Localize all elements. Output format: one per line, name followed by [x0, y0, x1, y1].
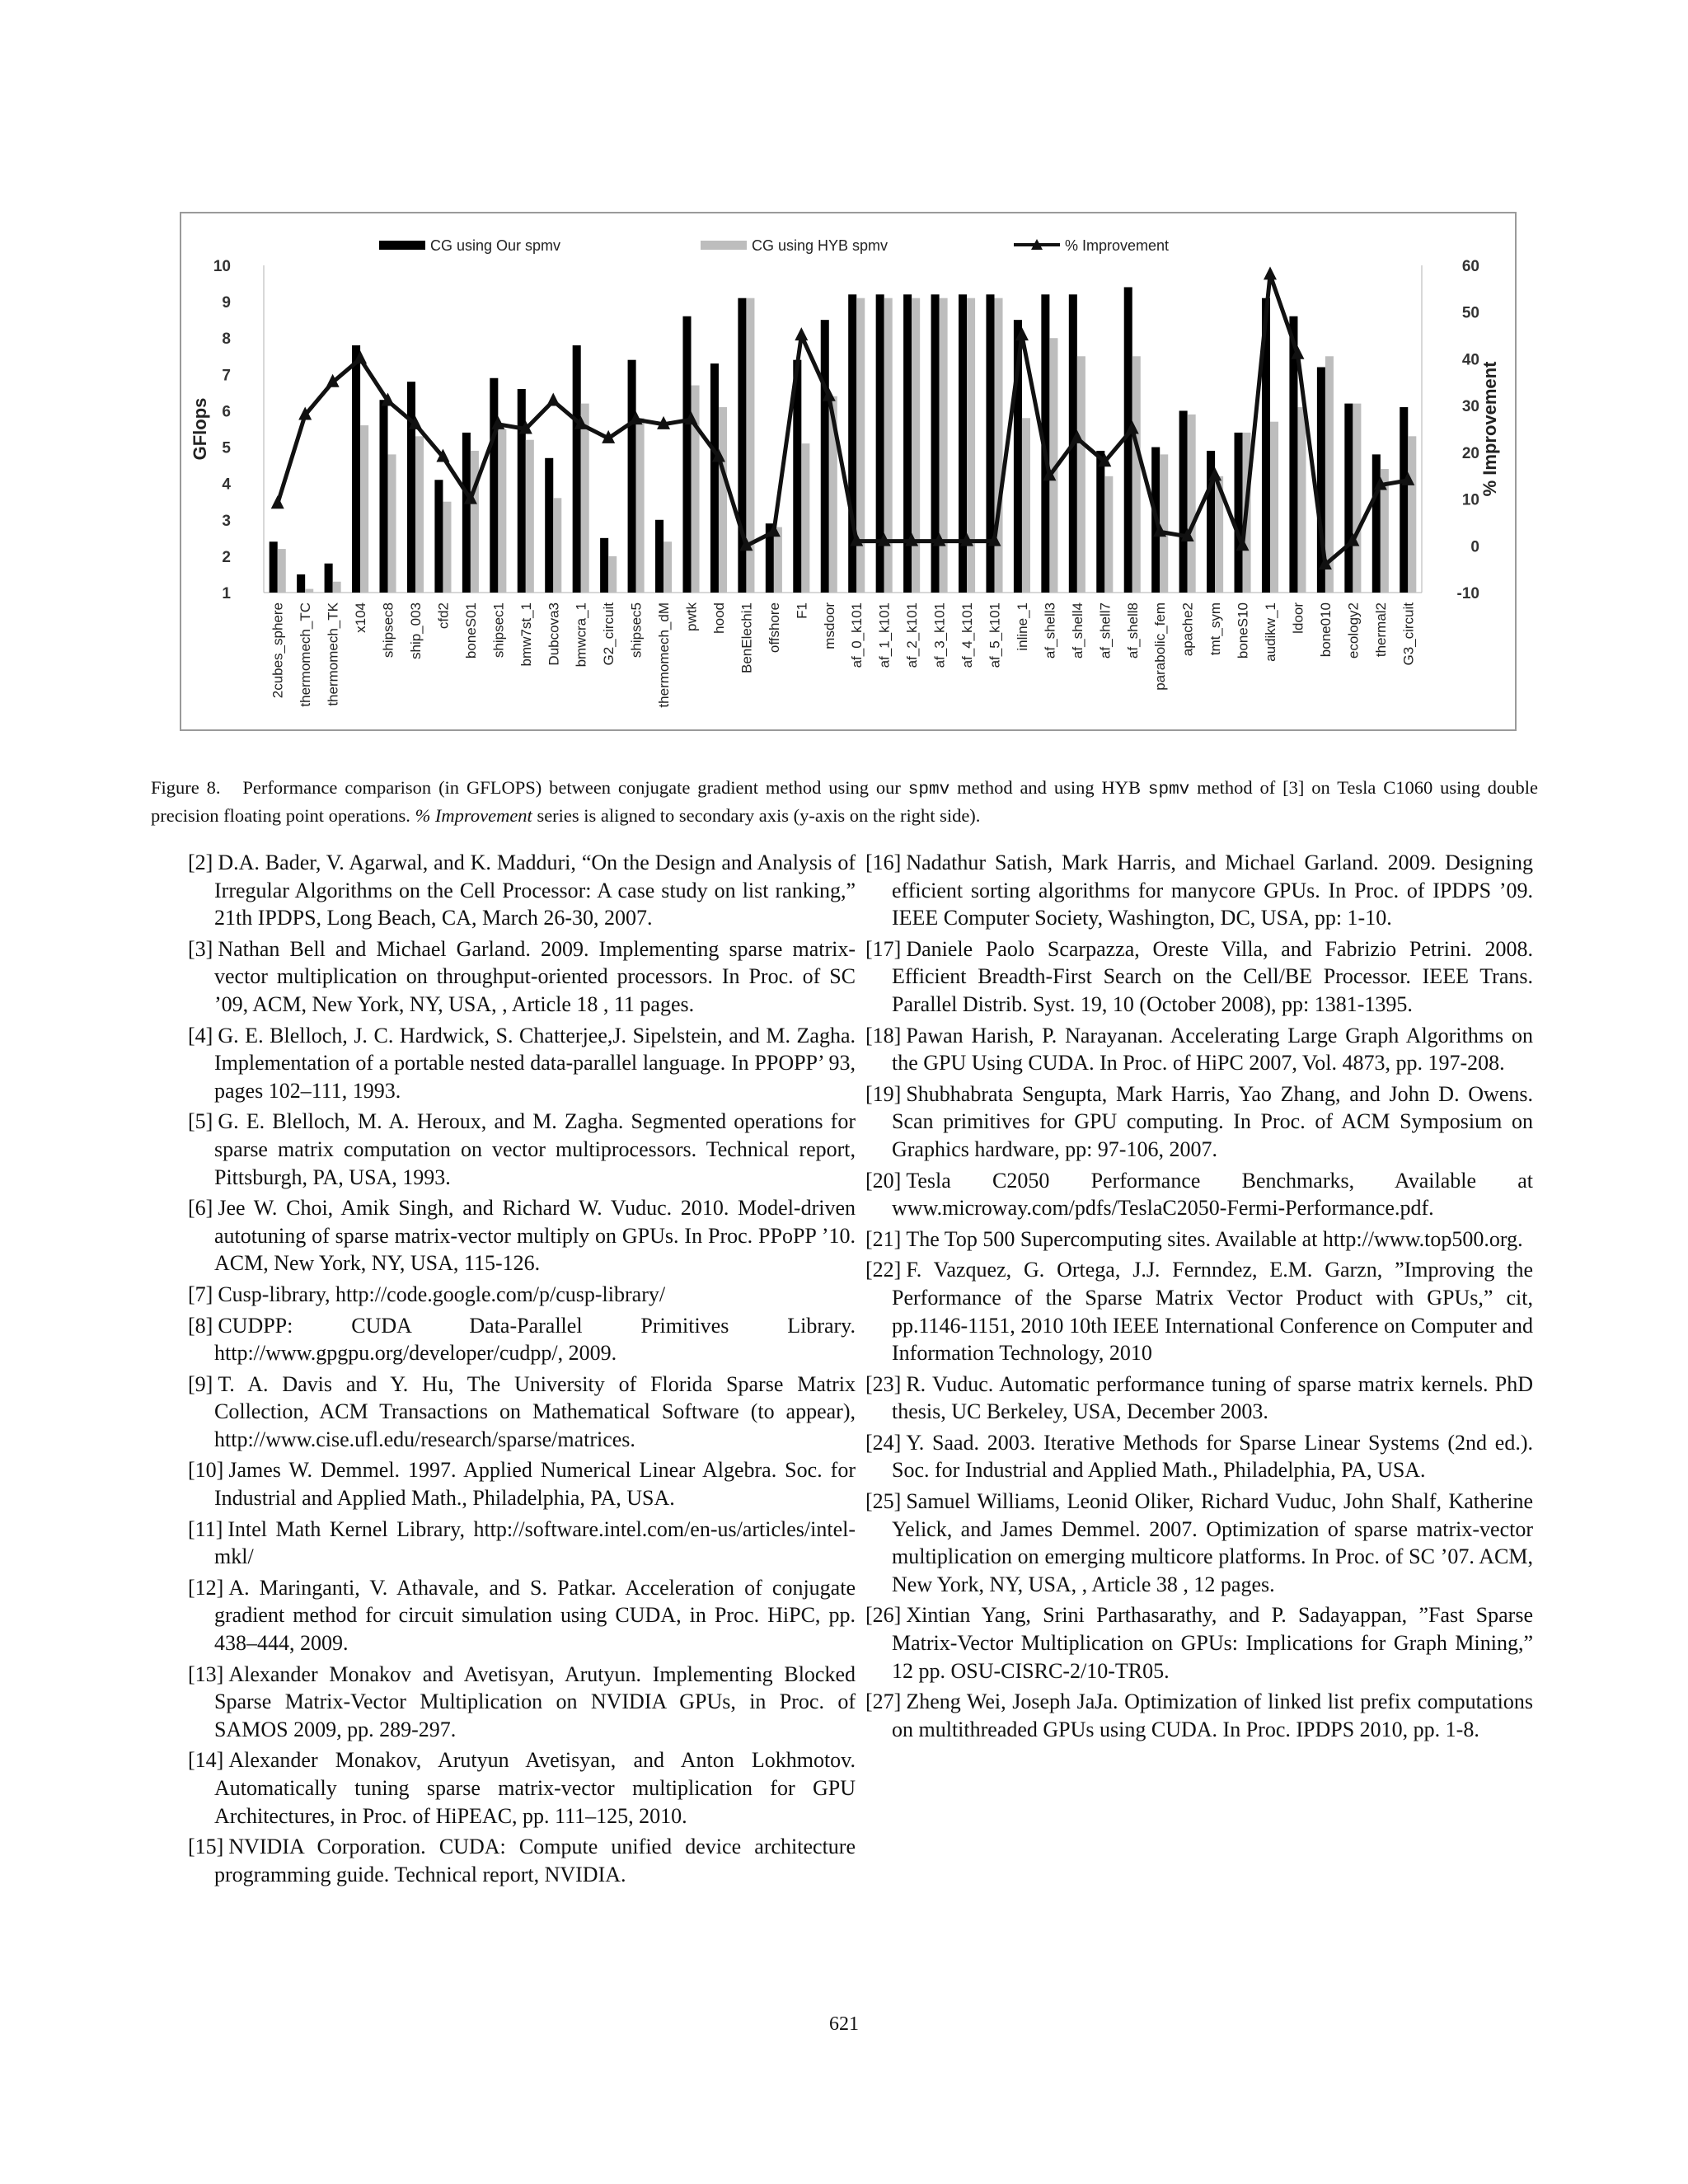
reference-item	[188, 1312, 856, 1367]
reference-text: Nadathur Satish, Mark Harris, and Michael Garland. 2009. Designing efficient sorting algorithms for manycore GPUs. In Proc. of IPDPS ’09. IEEE Computer Society, Washington, DC, USA, pp: 1-10.	[892, 851, 1533, 930]
reference-number: [6]	[188, 1196, 213, 1221]
reference-number: [27]	[865, 1690, 902, 1714]
caption-code-1: spmv	[907, 780, 950, 799]
bar-hyb-spmv	[360, 425, 368, 593]
reference-number: [5]	[188, 1109, 213, 1134]
reference-number: [9]	[188, 1371, 213, 1396]
bar-hyb-spmv	[1077, 356, 1085, 593]
legend-label: CG using HYB spmv	[752, 237, 889, 254]
bar-hyb-spmv	[443, 502, 451, 593]
reference-item	[865, 1601, 1533, 1685]
y2-tick-label: 20	[1461, 444, 1479, 462]
reference-item	[865, 1167, 1533, 1222]
reference-item	[188, 935, 856, 1019]
bar-hyb-spmv	[471, 451, 479, 593]
bar-hyb-spmv	[1022, 418, 1030, 593]
reference-number: [7]	[188, 1282, 213, 1306]
bar-hyb-spmv	[636, 418, 645, 593]
reference-number: [24]	[865, 1430, 902, 1455]
y2-tick-label: -10	[1456, 585, 1479, 602]
reference-item	[865, 1488, 1533, 1598]
bar-our-spmv	[1179, 410, 1188, 593]
caption-text-3: method of [3] on Tesla C1060 using double precision floating point operations.	[151, 777, 1539, 826]
bar-hyb-spmv	[1188, 415, 1196, 593]
bar-our-spmv	[490, 378, 498, 593]
y-tick-label: 9	[222, 294, 231, 312]
reference-number: [22]	[865, 1258, 902, 1282]
reference-text: Shubhabrata Sengupta, Mark Harris, Yao Zhang, and John D. Owens. Scan primitives for GPU computing. In Proc. of ACM Symposium on Graphics hardware, pp: 97-106, 2007.	[892, 1081, 1533, 1161]
x-tick-label: bone010	[1317, 602, 1334, 658]
reference-text: T. A. Davis and Y. Hu, The University of Florida Sparse Matrix Collection, ACM Transactions on Mathematical Software (to appear), http://www.cise.ufl.edu/research/sparse/matrices.	[214, 1371, 856, 1451]
reference-item	[188, 1574, 856, 1657]
bar-hyb-spmv	[774, 527, 782, 593]
reference-text: Cusp-library, http://code.google.com/p/cusp-library/	[218, 1282, 666, 1306]
x-tick-label: shipsec8	[380, 602, 396, 658]
reference-number: [15]	[188, 1835, 224, 1859]
y2-tick-label: 50	[1461, 304, 1479, 322]
x-tick-label: F1	[794, 602, 810, 619]
caption-text-2: method and using HYB	[957, 777, 1141, 798]
reference-text: Zheng Wei, Joseph JaJa. Optimization of linked list prefix computations on multithreaded GPUs using CUDA. In Proc. IPDPS 2010, pp. 1-8.	[892, 1690, 1533, 1741]
reference-item	[865, 1080, 1533, 1164]
reference-item	[188, 849, 856, 932]
x-tick-label: G3_circuit	[1400, 602, 1417, 666]
bar-our-spmv	[325, 564, 333, 593]
y-tick-label: 4	[222, 476, 231, 494]
y-tick-label: 10	[213, 258, 231, 275]
y-tick-label: 7	[222, 367, 231, 385]
reference-text: Samuel Williams, Leonid Oliker, Richard Vuduc, John Shalf, Katherine Yelick, and James Demmel. 2007. Optimization of sparse matrix-vector multiplication on emerging multicore platforms. In Proc. of SC ’07. ACM, New York, NY, USA, , Article 38 , 12 pages.	[892, 1489, 1533, 1596]
legend-swatch	[701, 241, 747, 250]
figure-caption	[151, 775, 1538, 828]
bar-hyb-spmv	[581, 404, 589, 593]
bar-hyb-spmv	[801, 443, 809, 593]
x-tick-label: af_shell3	[1042, 602, 1058, 659]
reference-number: [4]	[188, 1023, 213, 1047]
bar-hyb-spmv	[498, 429, 506, 593]
reference-number: [17]	[865, 936, 902, 961]
x-tick-label: cfd2	[435, 602, 452, 630]
reference-item	[865, 935, 1533, 1019]
reference-text: Alexander Monakov and Avetisyan, Arutyun. Implementing Blocked Sparse Matrix-Vector Multiplication on NVIDIA GPUs, in Proc. of SAMOS 2009, pp. 289-297.	[214, 1661, 856, 1741]
x-tick-label: thermomech_TK	[325, 602, 341, 706]
bar-hyb-spmv	[940, 298, 948, 593]
bar-our-spmv	[1235, 433, 1243, 593]
bar-hyb-spmv	[278, 549, 286, 593]
x-tick-label: af_1_k101	[876, 602, 893, 668]
reference-text: CUDPP: CUDA Data-Parallel Primitives Library. http://www.gpgpu.org/developer/cudpp/, 2009.	[214, 1313, 856, 1366]
legend-label: % Improvement	[1065, 237, 1170, 254]
x-tick-label: boneS01	[462, 602, 479, 659]
reference-text: Y. Saad. 2003. Iterative Methods for Sparse Linear Systems (2nd ed.). Soc. for Industrial and Applied Math., Philadelphia, PA, USA.	[892, 1430, 1533, 1483]
x-tick-label: BenElechi1	[738, 602, 755, 674]
x-tick-label: thermomech_TC	[298, 602, 314, 707]
bar-hyb-spmv	[967, 298, 975, 593]
x-tick-label: bmwcra_1	[573, 602, 589, 668]
reference-text: Pawan Harish, P. Narayanan. Accelerating Large Graph Algorithms on the GPU Using CUDA. In Proc. of HiPC 2007, Vol. 4873, pp. 197-208.	[892, 1023, 1533, 1076]
x-tick-label: af_0_k101	[849, 602, 865, 668]
bar-hyb-spmv	[553, 498, 561, 593]
figure-label: Figure 8.	[151, 777, 221, 798]
reference-number: [20]	[865, 1168, 902, 1193]
improvement-marker	[546, 392, 560, 405]
y2-tick-label: 30	[1461, 398, 1479, 416]
reference-number: [13]	[188, 1661, 224, 1686]
improvement-marker	[795, 327, 808, 340]
bar-our-spmv	[407, 382, 415, 593]
bar-our-spmv	[1096, 451, 1104, 593]
bar-hyb-spmv	[388, 454, 396, 593]
y2-tick-label: 60	[1461, 258, 1479, 275]
reference-item	[865, 1022, 1533, 1077]
reference-number: [26]	[865, 1603, 902, 1628]
reference-text: Xintian Yang, Srini Parthasarathy, and P. Sadayappan, ”Fast Sparse Matrix-Vector Multiplication on GPUs: Implications for Graph Mining,” 12 pp. OSU-CISRC-2/10-TR05.	[892, 1603, 1533, 1683]
x-tick-label: af_5_k101	[987, 602, 1003, 668]
reference-number: [10]	[188, 1458, 224, 1483]
x-tick-label: af_2_k101	[904, 602, 921, 668]
reference-text: A. Maringanti, V. Athavale, and S. Patkar. Acceleration of conjugate gradient method for circuit simulation using CUDA, in Proc. HiPC, pp. 438–444, 2009.	[214, 1575, 856, 1656]
reference-item	[188, 1456, 856, 1511]
x-tick-label: msdoor	[821, 602, 837, 649]
x-tick-label: ldoor	[1290, 602, 1306, 634]
bar-our-spmv	[848, 294, 856, 593]
reference-number: [3]	[188, 936, 213, 961]
reference-number: [11]	[188, 1516, 223, 1541]
bar-hyb-spmv	[305, 589, 313, 593]
x-tick-label: parabolic_fem	[1152, 602, 1169, 691]
x-tick-label: shipsec5	[628, 602, 645, 658]
bar-hyb-spmv	[884, 298, 893, 593]
reference-item	[188, 1833, 856, 1888]
bar-our-spmv	[986, 294, 994, 593]
x-tick-label: hood	[710, 602, 727, 634]
page-number: 621	[829, 2013, 859, 2035]
reference-text: Nathan Bell and Michael Garland. 2009. Implementing sparse matrix-vector multiplication on throughput-oriented processors. In Proc. of SC ’09, ACM, New York, NY, USA, , Article 18 , 11 pages.	[214, 936, 856, 1016]
bar-our-spmv	[931, 294, 940, 593]
bar-our-spmv	[297, 574, 305, 593]
bar-hyb-spmv	[333, 582, 341, 593]
x-tick-label: ecology2	[1345, 602, 1362, 659]
x-tick-label: thermomech_dM	[656, 602, 673, 708]
reference-text: G. E. Blelloch, J. C. Hardwick, S. Chatterjee,J. Sipelstein, and M. Zagha. Implementation of a portable nested data-parallel language. In PPOPP’ 93, pages 102–111, 1993.	[214, 1023, 856, 1103]
bar-our-spmv	[821, 320, 829, 593]
reference-text: The Top 500 Supercomputing sites. Available at http://www.top500.org.	[906, 1226, 1523, 1251]
y2-tick-label: 10	[1461, 491, 1479, 509]
reference-item	[865, 1371, 1533, 1426]
bar-our-spmv	[710, 363, 719, 593]
bar-our-spmv	[434, 480, 443, 593]
bar-hyb-spmv	[1132, 356, 1141, 593]
bar-our-spmv	[1344, 404, 1353, 593]
bar-our-spmv	[876, 294, 884, 593]
bar-hyb-spmv	[1104, 476, 1113, 593]
caption-emphasis: % Improvement	[415, 805, 532, 826]
legend-swatch	[379, 241, 425, 250]
bar-our-spmv	[628, 360, 636, 593]
bar-hyb-spmv	[415, 436, 424, 593]
y2-tick-label: 0	[1470, 538, 1479, 556]
reference-item	[865, 1226, 1533, 1254]
references-right-column	[865, 849, 1533, 1746]
reference-text: D.A. Bader, V. Agarwal, and K. Madduri, “On the Design and Analysis of Irregular Algorithms on the Cell Processor: A case study on list ranking,” 21th IPDPS, Long Beach, CA, March 26-30, 2007.	[214, 851, 856, 930]
bar-hyb-spmv	[719, 407, 727, 593]
bar-hyb-spmv	[1408, 436, 1416, 593]
bar-hyb-spmv	[663, 541, 672, 593]
x-tick-label: pwtk	[683, 602, 700, 631]
bar-our-spmv	[600, 538, 608, 593]
x-tick-label: thermal2	[1372, 602, 1389, 658]
x-tick-label: apache2	[1179, 602, 1196, 657]
reference-number: [2]	[188, 851, 213, 874]
bar-our-spmv	[655, 520, 663, 593]
reference-number: [14]	[188, 1748, 224, 1773]
bar-our-spmv	[462, 433, 471, 593]
reference-item	[188, 1022, 856, 1105]
bar-our-spmv	[352, 345, 360, 593]
x-tick-label: ship_003	[407, 602, 424, 660]
figure-8-chart	[180, 212, 1517, 731]
reference-number: [21]	[865, 1226, 902, 1251]
reference-text: Alexander Monakov, Arutyun Avetisyan, and Anton Lokhmotov. Automatically tuning sparse matrix-vector multiplication for GPU Architectures, in Proc. of HiPEAC, pp. 111–125, 2010.	[214, 1748, 856, 1828]
bar-hyb-spmv	[994, 298, 1002, 593]
x-tick-label: shipsec1	[490, 602, 507, 658]
reference-text: F. Vazquez, G. Ortega, J.J. Fernndez, E.M. Garzn, ”Improving the Performance of the Sparse Matrix Vector Product with GPUs,” cit, pp.1146-1151, 2010 10th IEEE International Conference on Computer and Information Technology, 2010	[892, 1258, 1533, 1366]
reference-number: [25]	[865, 1489, 902, 1514]
reference-item	[188, 1108, 856, 1191]
y2-axis-label: % Improvement	[1479, 361, 1500, 497]
x-tick-label: inline_1	[1014, 602, 1030, 651]
chart-canvas	[181, 213, 1515, 729]
reference-text: Daniele Paolo Scarpazza, Oreste Villa, and Fabrizio Petrini. 2008. Efficient Breadth-First Search on the Cell/BE Processor. IEEE Trans. Parallel Distrib. Syst. 19, 10 (October 2008), pp: 1381-1395.	[892, 936, 1533, 1016]
bar-our-spmv	[545, 458, 553, 593]
legend-label: CG using Our spmv	[430, 237, 561, 254]
reference-item	[188, 1746, 856, 1830]
reference-text: R. Vuduc. Automatic performance tuning of sparse matrix kernels. PhD thesis, UC Berkeley, USA, December 2003.	[892, 1371, 1533, 1424]
reference-number: [12]	[188, 1575, 224, 1600]
improvement-marker	[271, 495, 284, 509]
reference-item	[188, 1194, 856, 1277]
x-tick-label: bmw7st_1	[518, 602, 534, 667]
bar-hyb-spmv	[856, 298, 865, 593]
reference-number: [19]	[865, 1081, 902, 1106]
reference-number: [16]	[865, 851, 902, 874]
reference-text: James W. Demmel. 1997. Applied Numerical Linear Algebra. Soc. for Industrial and Applied Math., Philadelphia, PA, USA.	[214, 1458, 856, 1511]
reference-text: NVIDIA Corporation. CUDA: Compute unified device architecture programming guide. Technical report, NVIDIA.	[214, 1835, 856, 1886]
x-tick-label: audikw_1	[1263, 602, 1279, 662]
reference-number: [23]	[865, 1371, 902, 1396]
reference-text: G. E. Blelloch, M. A. Heroux, and M. Zagha. Segmented operations for sparse matrix computation on vector multiprocessors. Technical report, Pittsburgh, PA, USA, 1993.	[214, 1109, 856, 1189]
bar-hyb-spmv	[608, 556, 617, 593]
y2-tick-label: 40	[1461, 351, 1479, 369]
bar-our-spmv	[1400, 407, 1408, 593]
reference-item	[865, 1429, 1533, 1484]
x-tick-label: x104	[353, 602, 369, 633]
reference-number: [8]	[188, 1313, 213, 1338]
bar-hyb-spmv	[1353, 404, 1361, 593]
reference-item	[188, 1371, 856, 1454]
reference-number: [18]	[865, 1023, 902, 1047]
caption-code-2: spmv	[1147, 780, 1190, 799]
x-tick-label: af_shell4	[1069, 602, 1085, 659]
reference-item	[865, 849, 1533, 932]
bar-our-spmv	[380, 400, 388, 593]
caption-text-1: Performance comparison (in GFLOPS) between conjugate gradient method using our	[242, 777, 901, 798]
reference-text: Tesla C2050 Performance Benchmarks, Available at www.microway.com/pdfs/TeslaC2050-Fermi-Performance.pdf.	[892, 1168, 1533, 1221]
reference-text: Intel Math Kernel Library, http://software.intel.com/en-us/articles/intel-mkl/	[214, 1516, 856, 1569]
x-tick-label: af_4_k101	[959, 602, 976, 668]
x-tick-label: 2cubes_sphere	[270, 602, 286, 699]
bar-our-spmv	[518, 389, 526, 593]
reference-item	[188, 1661, 856, 1744]
bar-our-spmv	[270, 541, 278, 593]
y-tick-label: 6	[222, 403, 231, 421]
reference-item	[865, 1688, 1533, 1743]
x-tick-label: Dubcova3	[546, 602, 562, 666]
bar-hyb-spmv	[912, 298, 920, 593]
x-tick-label: af_shell8	[1124, 602, 1141, 659]
y-tick-label: 1	[222, 585, 231, 602]
bar-hyb-spmv	[1270, 422, 1278, 593]
y-tick-label: 2	[222, 548, 231, 566]
reference-item	[188, 1516, 856, 1571]
x-tick-label: G2_circuit	[601, 602, 617, 666]
reference-text: Jee W. Choi, Amik Singh, and Richard W. Vuduc. 2010. Model-driven autotuning of sparse matrix-vector multiply on GPUs. In Proc. PPoPP ’10. ACM, New York, NY, USA, 115-126.	[214, 1196, 856, 1276]
x-tick-label: offshore	[766, 602, 782, 654]
y-axis-label: GFlops	[190, 397, 210, 461]
bar-our-spmv	[573, 345, 581, 593]
y-tick-label: 3	[222, 512, 231, 530]
bar-our-spmv	[682, 316, 691, 593]
bar-hyb-spmv	[526, 440, 534, 593]
x-tick-label: tmt_sym	[1207, 602, 1224, 656]
bar-our-spmv	[959, 294, 967, 593]
improvement-marker	[1264, 266, 1277, 279]
bar-hyb-spmv	[1297, 407, 1306, 593]
x-tick-label: af_3_k101	[931, 602, 948, 668]
reference-item	[865, 1256, 1533, 1366]
x-tick-label: af_shell7	[1097, 602, 1114, 659]
references-left-column	[188, 849, 856, 1891]
bar-our-spmv	[1372, 454, 1381, 593]
x-tick-label: boneS10	[1235, 602, 1251, 659]
y-tick-label: 8	[222, 330, 231, 349]
bar-our-spmv	[903, 294, 912, 593]
caption-text-4: series is aligned to secondary axis (y-axis on the right side).	[537, 805, 981, 826]
bar-hyb-spmv	[1160, 454, 1168, 593]
y-tick-label: 5	[222, 439, 231, 457]
reference-item	[188, 1281, 856, 1309]
